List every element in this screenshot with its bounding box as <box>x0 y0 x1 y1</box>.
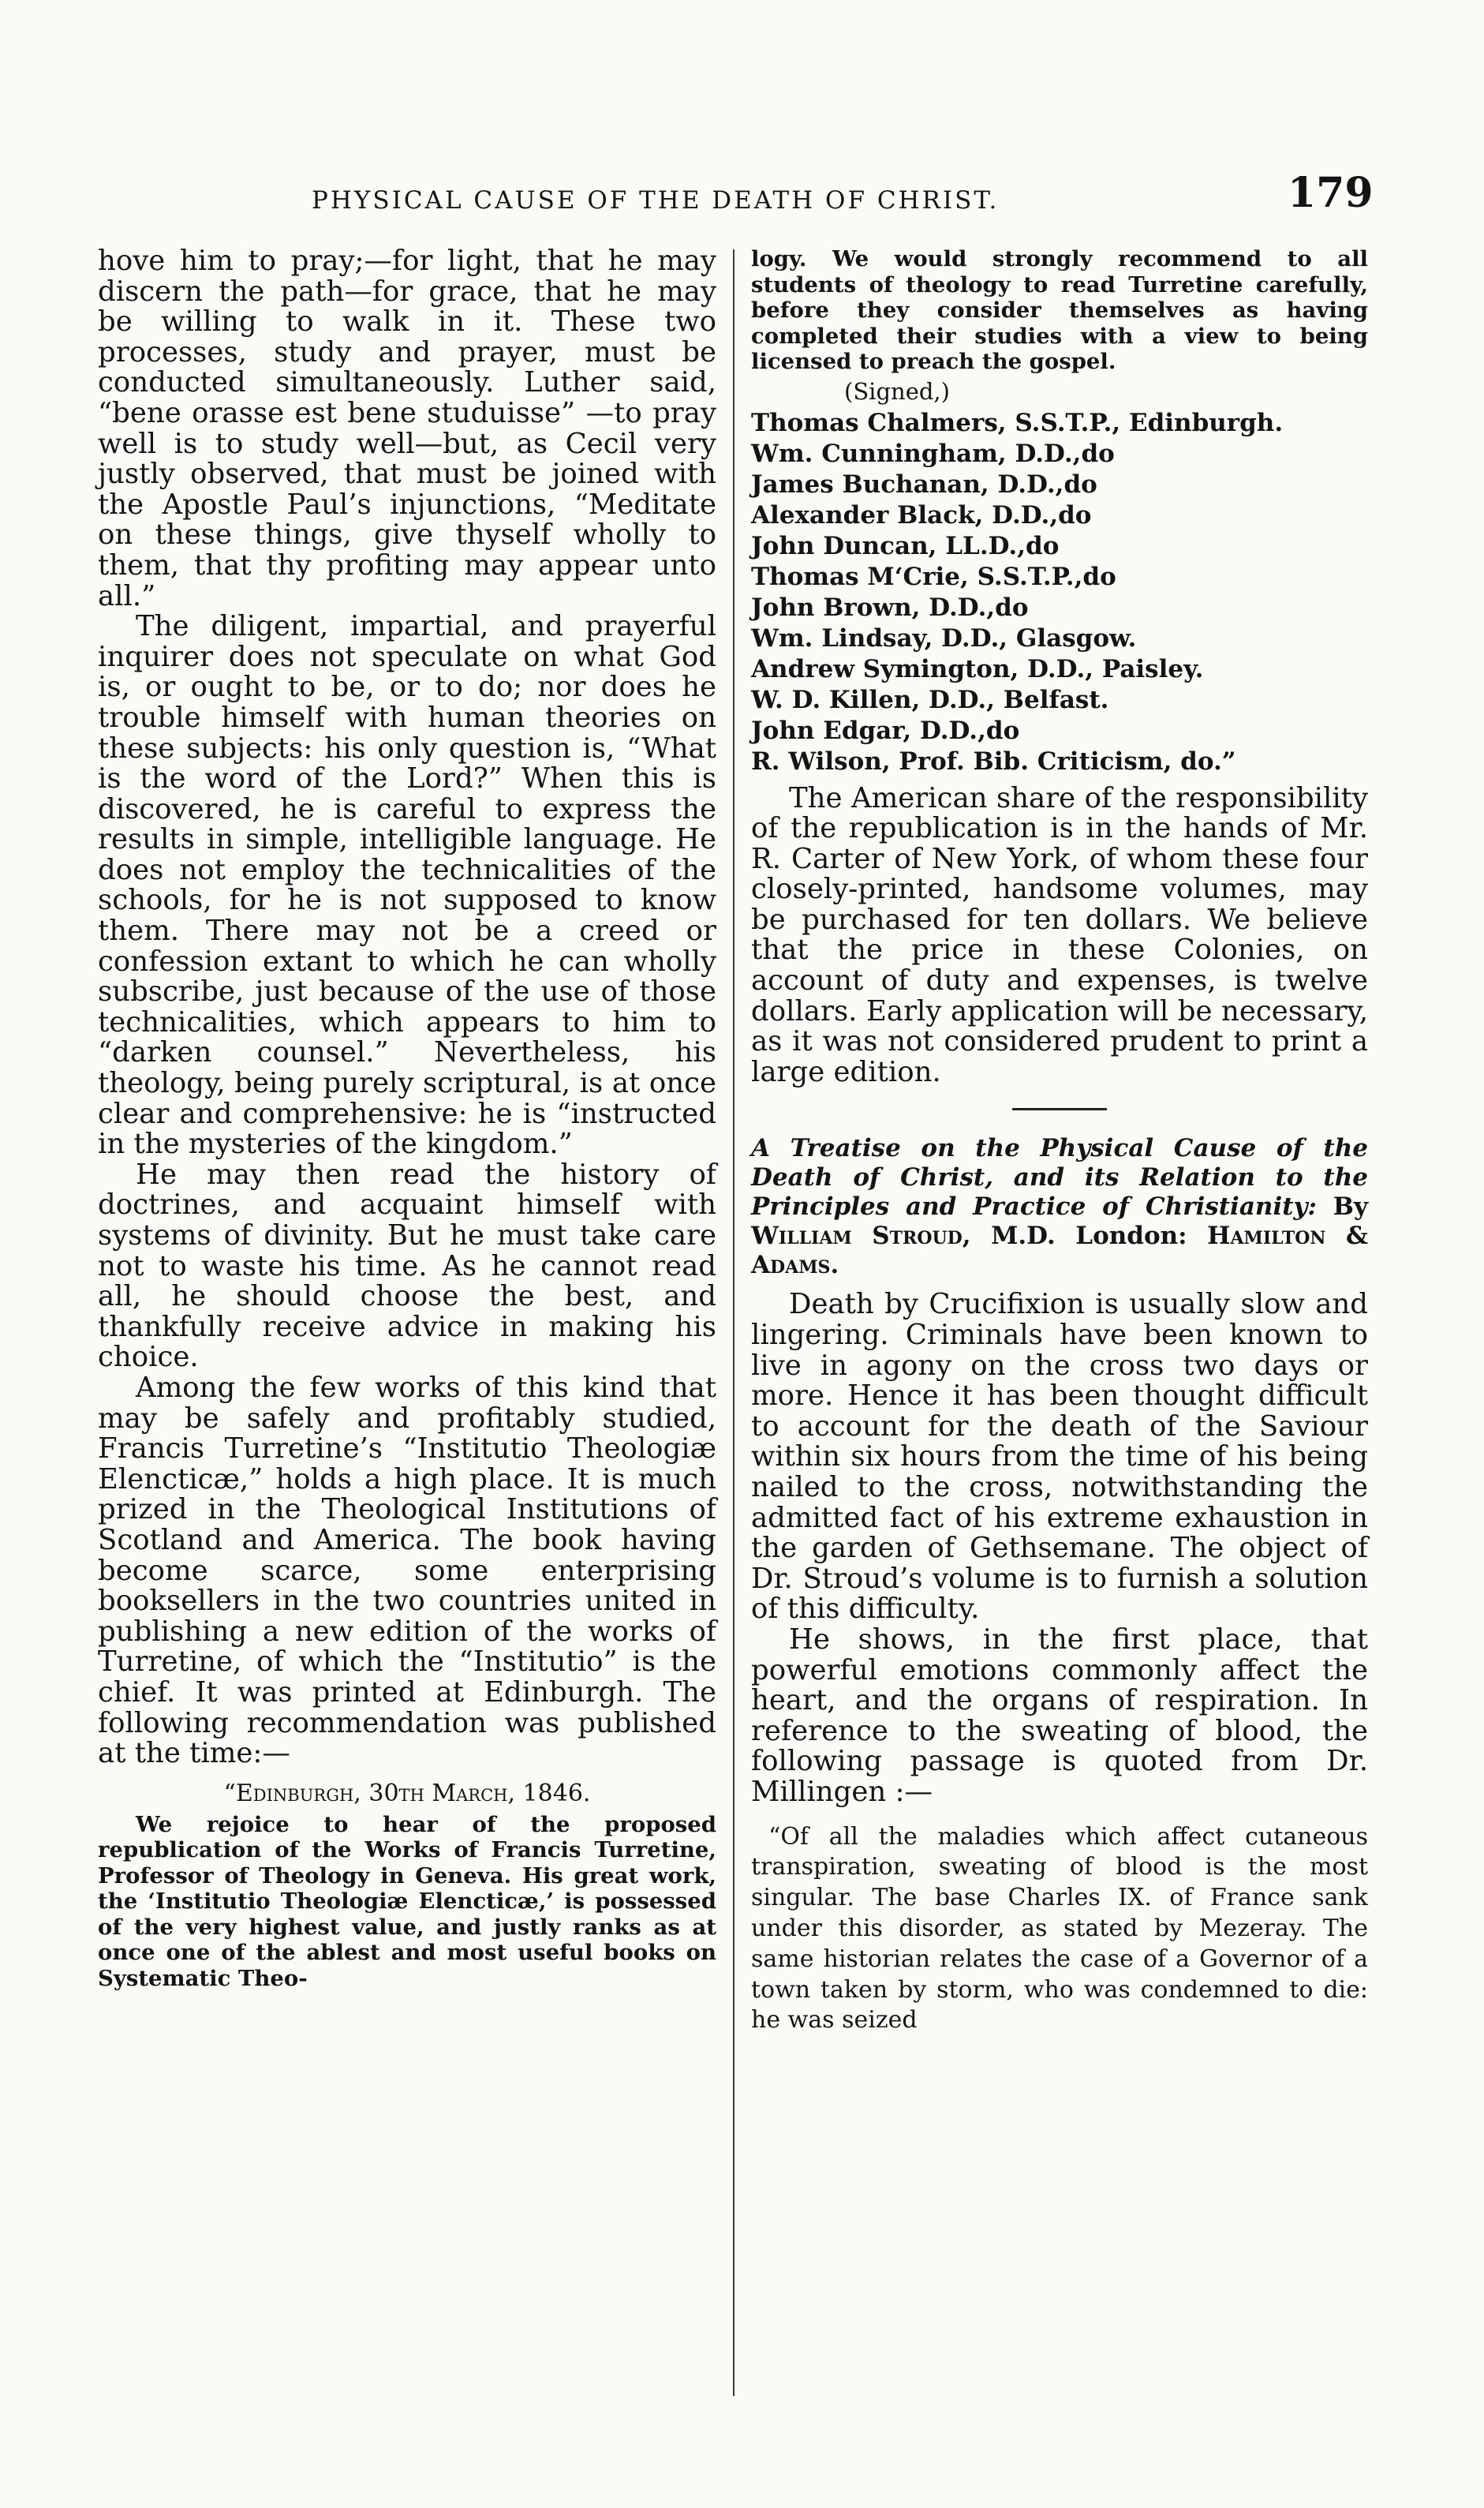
signatory: Thomas M‘Crie, S.S.T.P., do <box>751 562 1116 591</box>
signatory: John Duncan, LL.D., do <box>751 531 1060 560</box>
review-degree: , M.D. London: <box>962 1222 1187 1251</box>
running-title: PHYSICAL CAUSE OF THE DEATH OF CHRIST. <box>312 186 1000 215</box>
paragraph: hove him to pray;—for light, that he may discern the path—for grace, that he may be willing to walk in it. These two processes, study and prayer, must be conducted simultaneously. Luther said, “bene orasse est bene studuisse” —to pray well is to study well—but, as Cecil very justly observed, that must be joined with the Apostle Paul’s injunctions, “Meditate on these things, give thyself wholly to them, that thy profiting may appear unto all.” <box>98 245 716 612</box>
review-by: By <box>1333 1192 1368 1222</box>
signatory: John Brown, D.D., do <box>751 593 1029 622</box>
quotation: “Of all the maladies which affect cutaneous transpiration, sweating of blood is the most singular. The base Charles IX. of France sank under this disorder, as stated by Mezeray. The same historian relates the case of a Governor of a town taken by storm, who was condemned to die: he was seized <box>751 1822 1368 2034</box>
paragraph: He shows, in the first place, that powerful emotions commonly affect the heart, and the organs of respiration. In reference to the sweating of blood, the following passage is quoted from Dr. Millingen :— <box>751 1623 1368 1808</box>
review-publisher: Hamilton & Adams. <box>751 1222 1368 1280</box>
signatory: R. Wilson, Prof. Bib. Criticism, do.” <box>751 747 1236 776</box>
recommendation-letter: We rejoice to hear of the proposed republication of the Works of Francis Turretine, Professor of Theology in Geneva. His great work, the ‘Institutio Theologiæ Elencticæ,’ is possessed of the very highest value, and justly ranks as at once one of the ablest and most useful books on Systematic Theo- <box>98 1811 716 1991</box>
signatory: Wm. Cunningham, D.D., do <box>751 439 1115 468</box>
signatory: W. D. Killen, D.D., Belfast. <box>751 685 1109 714</box>
section-separator <box>1012 1108 1107 1110</box>
review-title <box>751 1134 1368 1280</box>
page-header <box>0 169 1484 232</box>
paragraph: He may then read the history of doctrines, and acquaint himself with systems of divinity. But he must take care not to waste his time. As he cannot read all, he should choose the best, and thankfully receive advice in making his choice. <box>98 1158 716 1374</box>
letter-dateline: “Edinburgh, 30th March, 1846. <box>223 1779 591 1807</box>
paragraph: Death by Crucifixion is usually slow and lingering. Criminals have been known to live in agony on the cross two days or more. Hence it has been thought difficult to account for the death of the Saviour within six hours from the time of his being nailed to the cross, notwithstanding the admitted fact of his extreme exhaustion in the garden of Gethsemane. The object of Dr. Stroud’s volume is to furnish a solution of this difficulty. <box>751 1288 1368 1626</box>
signatory: Wm. Lindsay, D.D., Glasgow. <box>751 623 1137 653</box>
left-column <box>98 246 716 1991</box>
signatories-list <box>751 408 1368 777</box>
signatory: John Edgar, D.D., do <box>751 716 1020 745</box>
signatory: James Buchanan, D.D., do <box>751 470 1097 499</box>
page-number: 179 <box>1288 169 1374 217</box>
right-column <box>751 246 1368 2036</box>
review-book-title: A Treatise on the Physical Cause of the Death of Christ, and its Relation to the Principles and Practice of Christianity: <box>751 1134 1368 1222</box>
signatory: Alexander Black, D.D., do <box>751 500 1092 530</box>
signed-label: (Signed,) <box>844 377 950 405</box>
review-author: William Stroud <box>751 1222 963 1251</box>
paragraph: Among the few works of this kind that may be safely and profitably studied, Francis Turretine’s “Institutio Theologiæ Elencticæ,” holds a high place. It is much prized in the Theological Institutions of Scotland and America. The book having become scarce, some enterprising booksellers in the two countries united in publishing a new edition of the works of Turretine, of which the “Institutio” is the chief. It was printed at Edinburgh. The following recommendation was published at the time:— <box>98 1371 716 1770</box>
signatory: Andrew Symington, D.D., Paisley. <box>751 654 1204 683</box>
column-divider <box>733 249 735 2396</box>
signatory: Thomas Chalmers, S.S.T.P., Edinburgh. <box>751 408 1284 437</box>
paragraph: The American share of the responsibility of the republication is in the hands of Mr. R. Carter of New York, of whom these four closely-printed, handsome volumes, may be purchased for ten dollars. We believe that the price in these Colonies, on account of duty and expenses, is twelve dollars. Early application will be necessary, as it was not considered prudent to print a large edition. <box>751 781 1368 1088</box>
paragraph: The diligent, impartial, and prayerful inquirer does not speculate on what God is, or ought to be, or to do; nor does he trouble himself with human theories on these subjects: his only question is, “What is the word of the Lord?” When this is discovered, he is careful to express the results in simple, intelligible language. He does not employ the technicalities of the schools, for he is not supposed to know them. There may not be a creed or confession extant to which he can wholly subscribe, just because of the use of those technicalities, which appears to him to “darken counsel.” Nevertheless, his theology, being purely scriptural, is at once clear and comprehensive: he is “instructed in the mysteries of the kingdom.” <box>98 610 716 1161</box>
recommendation-letter-continued: logy. We would strongly recommend to all students of theology to read Turretine carefully, before they consider themselves as having completed their studies with a view to being licensed to preach the gospel. <box>751 246 1368 374</box>
